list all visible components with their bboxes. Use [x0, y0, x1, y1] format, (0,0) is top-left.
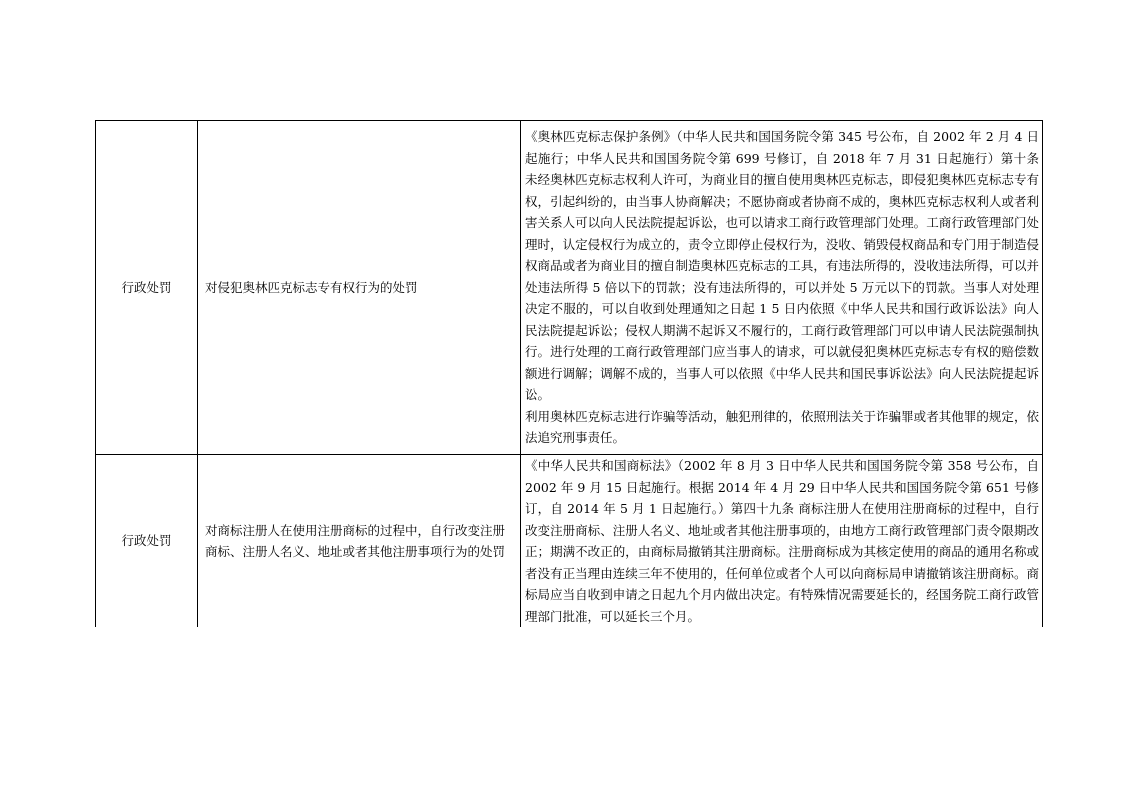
category-cell: 行政处罚: [96, 121, 198, 455]
legal-basis-paragraph: 《中华人民共和国商标法》（2002 年 8 月 3 日中华人民共和国国务院令第 358 号公布，自 2002 年 9 月 15 日起施行。根据 2014 年 4 月 29 日中华人民共和国国务院令第 651 号修订，自 2014 年 5 月 1 日起施行。）第四十九条 商标注册人在使用注册商标的过程中，自行改变注册商标、注册人名义、地址或者其他注册事项的，由地方工商行政管理部门责令限期改正；期满不改正的，由商标局撤销其注册商标。注册商标成为其核定使用的商品的通用名称或者没有正当理由连续三年不使用的，任何单位或者个人可以向商标局申请撤销该注册商标。商标局应当自收到申请之日起九个月内做出决定。有特殊情况需要延长的，经国务院工商行政管理部门批准，可以延长三个月。: [525, 458, 1039, 624]
item-cell: 对侵犯奥林匹克标志专有权行为的处罚: [198, 121, 521, 455]
item-cell: 对商标注册人在使用注册商标的过程中，自行改变注册商标、注册人名义、地址或者其他注册事项行为的处罚: [198, 455, 521, 628]
table-row: [96, 121, 1043, 455]
category-cell: 行政处罚: [96, 455, 198, 628]
legal-basis-cell: [521, 121, 1052, 455]
legal-basis-paragraph: 利用奥林匹克标志进行诈骗等活动，触犯刑律的，依照刑法关于诈骗罪或者其他罪的规定，依法追究刑事责任。: [525, 408, 1039, 446]
legal-basis-cell: [521, 455, 1043, 628]
legal-basis-paragraph: 《奥林匹克标志保护条例》（中华人民共和国国务院令第 345 号公布，自 2002 年 2 月 4 日起施行；中华人民共和国国务院令第 699 号修订，自 2018 年 7 月 31 日起施行）第十条 未经奥林匹克标志权利人许可，为商业目的擅自使用奥林匹克标志，即侵犯奥林匹克标志专有权，引起纠纷的，由当事人协商解决；不愿协商或者协商不成的，奥林匹克标志权利人或者利害关系人可以向人民法院提起诉讼，也可以请求工商行政管理部门处理。工商行政管理部门处理时，认定侵权行为成立的，责令立即停止侵权行为，没收、销毁侵权商品和专门用于制造侵权商品或者为商业目的擅自制造奥林匹克标志的工具，有违法所得的，没收违法所得，可以并处违法所得 5 倍以下的罚款；没有违法所得的，可以并处 5 万元以下的罚款。当事人对处理决定不服的，可以自收到处理通知之日起 1 5 日内依照《中华人民共和国行政诉讼法》向人民法院提起诉讼；侵权人期满不起诉又不履行的，工商行政管理部门可以申请人民法院强制执行。进行处理的工商行政管理部门应当事人的请求，可以就侵犯奥林匹克标志专有权的赔偿数额进行调解；调解不成的，当事人可以依照《中华人民共和国民事诉讼法》向人民法院提起诉讼。: [525, 129, 1052, 403]
table-row: [96, 455, 1043, 628]
regulation-table: [95, 120, 1052, 627]
